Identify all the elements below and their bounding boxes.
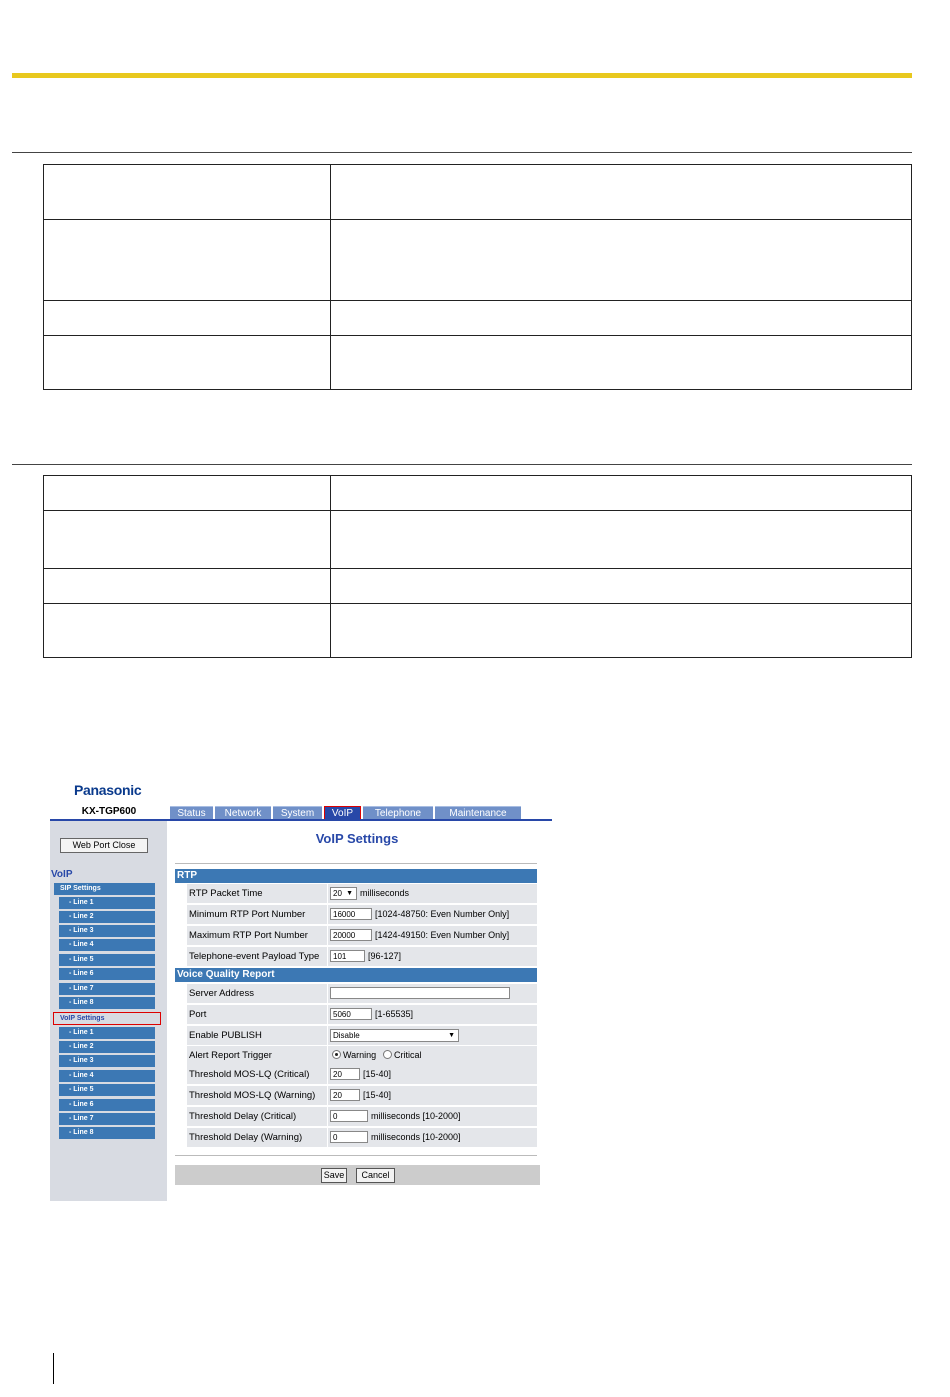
radio-unselected-icon (383, 1050, 392, 1059)
table-cell (331, 336, 912, 390)
radio-critical[interactable] (383, 1046, 422, 1065)
sidebar-item-voip-line[interactable]: - Line 4 (59, 1070, 155, 1082)
sidebar (50, 821, 167, 1201)
row-min-rtp-port (187, 905, 537, 925)
range-hint: [1424-49150: Even Number Only] (375, 930, 510, 940)
port-input[interactable]: 5060 (330, 1008, 372, 1020)
tab-telephone[interactable]: Telephone (363, 806, 433, 820)
range-hint: [96-127] (368, 951, 402, 961)
table-cell (331, 569, 912, 604)
table-cell (331, 511, 912, 569)
table-cell (44, 511, 331, 569)
payload-type-input[interactable]: 101 (330, 950, 365, 962)
divider (175, 863, 537, 864)
field-label: Threshold Delay (Critical) (187, 1107, 327, 1126)
save-button[interactable]: Save (321, 1168, 347, 1183)
row-payload-type (187, 947, 537, 967)
field-value (328, 1086, 537, 1105)
field-value (328, 1128, 537, 1147)
field-value (328, 1046, 537, 1065)
sidebar-item-voip-line[interactable]: - Line 2 (59, 1041, 155, 1053)
sidebar-item-sip-line[interactable]: - Line 4 (59, 939, 155, 951)
table-cell (44, 604, 331, 658)
sidebar-item-voip-line[interactable]: - Line 6 (59, 1099, 155, 1111)
sidebar-section-voip: VoIP (51, 869, 73, 880)
range-hint: milliseconds [10-2000] (371, 1111, 461, 1121)
row-delay-warning (187, 1128, 537, 1148)
field-value (328, 947, 537, 966)
voip-settings-screenshot (50, 775, 552, 1201)
web-port-close-button[interactable]: Web Port Close (60, 838, 148, 853)
row-delay-critical (187, 1107, 537, 1127)
field-label: Enable PUBLISH (187, 1026, 327, 1045)
delay-warning-input[interactable]: 0 (330, 1131, 368, 1143)
range-hint: [15-40] (363, 1069, 392, 1079)
field-value (328, 905, 537, 924)
range-hint: [1024-48750: Even Number Only] (375, 909, 510, 919)
field-value (328, 1026, 537, 1045)
selected-value: Disable (333, 1031, 360, 1040)
sidebar-item-sip-settings[interactable]: SIP Settings (54, 883, 155, 895)
sidebar-item-voip-settings[interactable]: VoIP Settings (53, 1012, 161, 1025)
sidebar-item-voip-line[interactable]: - Line 8 (59, 1127, 155, 1139)
row-mos-critical (187, 1065, 537, 1085)
sidebar-item-sip-line[interactable]: - Line 6 (59, 968, 155, 980)
rtp-section-header: RTP (175, 869, 537, 883)
rtp-packet-time-select[interactable] (330, 887, 357, 900)
page-margin-line (53, 1353, 54, 1384)
mos-warning-input[interactable]: 20 (330, 1089, 360, 1101)
min-rtp-port-input[interactable]: 16000 (330, 908, 372, 920)
row-mos-warning (187, 1086, 537, 1106)
unit-label: milliseconds (360, 888, 410, 898)
tab-system[interactable]: System (273, 806, 322, 820)
table-cell (44, 476, 331, 511)
sidebar-item-sip-line[interactable]: - Line 1 (59, 897, 155, 909)
enable-publish-select[interactable] (330, 1029, 459, 1042)
table-cell (331, 220, 912, 301)
sidebar-item-voip-line[interactable]: - Line 5 (59, 1084, 155, 1096)
field-label: Threshold MOS-LQ (Critical) (187, 1065, 327, 1084)
radio-warning[interactable] (332, 1046, 376, 1065)
divider (175, 1155, 537, 1156)
section-divider (12, 152, 912, 153)
tab-maintenance[interactable]: Maintenance (435, 806, 521, 820)
voice-quality-report-header: Voice Quality Report (175, 968, 537, 982)
field-label: Minimum RTP Port Number (187, 905, 327, 924)
range-hint: [1-65535] (375, 1009, 414, 1019)
field-value (328, 926, 537, 945)
sidebar-item-voip-line[interactable]: - Line 1 (59, 1027, 155, 1039)
row-port (187, 1005, 537, 1025)
table-cell (44, 569, 331, 604)
field-label: Port (187, 1005, 327, 1024)
range-hint: milliseconds [10-2000] (371, 1132, 461, 1142)
cancel-button[interactable]: Cancel (356, 1168, 395, 1183)
row-rtp-packet-time (187, 884, 537, 904)
sidebar-item-voip-line[interactable]: - Line 7 (59, 1113, 155, 1125)
max-rtp-port-input[interactable]: 20000 (330, 929, 372, 941)
delay-critical-input[interactable]: 0 (330, 1110, 368, 1122)
tab-network[interactable]: Network (215, 806, 271, 820)
radio-label: Critical (394, 1050, 422, 1060)
table-cell (44, 336, 331, 390)
table-cell (44, 165, 331, 220)
server-address-input[interactable] (330, 987, 510, 999)
sidebar-item-sip-line[interactable]: - Line 3 (59, 925, 155, 937)
field-value (328, 884, 537, 903)
field-value (328, 1005, 537, 1024)
row-max-rtp-port (187, 926, 537, 946)
section-divider (12, 464, 912, 465)
table-cell (331, 476, 912, 511)
main-tabs (170, 806, 523, 820)
table-cell (331, 165, 912, 220)
page-title: VoIP Settings (315, 831, 399, 846)
table-cell (331, 301, 912, 336)
sidebar-item-sip-line[interactable]: - Line 2 (59, 911, 155, 923)
row-alert-trigger (187, 1046, 537, 1066)
field-label: Server Address (187, 984, 327, 1003)
field-label: RTP Packet Time (187, 884, 327, 903)
tab-status[interactable]: Status (170, 806, 213, 820)
spec-table-1 (43, 164, 912, 390)
field-value (328, 984, 537, 1003)
header-accent-bar (12, 73, 912, 78)
settings-content (167, 821, 552, 1201)
radio-selected-icon (332, 1050, 341, 1059)
model-label: KX-TGP600 (81, 806, 137, 817)
table-cell (331, 604, 912, 658)
field-label: Alert Report Trigger (187, 1046, 327, 1065)
sidebar-item-sip-line[interactable]: - Line 8 (59, 997, 155, 1009)
field-value (328, 1107, 537, 1126)
row-enable-publish (187, 1026, 537, 1046)
field-value (328, 1065, 537, 1084)
field-label: Maximum RTP Port Number (187, 926, 327, 945)
brand-logo: Panasonic (74, 782, 142, 798)
spec-table-2 (43, 475, 912, 658)
mos-critical-input[interactable]: 20 (330, 1068, 360, 1080)
table-cell (44, 220, 331, 301)
selected-value: 20 (333, 889, 342, 898)
range-hint: [15-40] (363, 1090, 392, 1100)
field-label: Telephone-event Payload Type (187, 947, 327, 966)
radio-label: Warning (343, 1050, 377, 1060)
field-label: Threshold Delay (Warning) (187, 1128, 327, 1147)
sidebar-item-sip-line[interactable]: - Line 7 (59, 983, 155, 995)
field-label: Threshold MOS-LQ (Warning) (187, 1086, 327, 1105)
tab-voip[interactable]: VoIP (324, 806, 361, 820)
row-server-address (187, 984, 537, 1004)
dropdown-arrow-icon: ▼ (448, 1032, 455, 1039)
sidebar-item-sip-line[interactable]: - Line 5 (59, 954, 155, 966)
dropdown-arrow-icon: ▼ (346, 890, 353, 897)
sidebar-item-voip-line[interactable]: - Line 3 (59, 1055, 155, 1067)
table-cell (44, 301, 331, 336)
